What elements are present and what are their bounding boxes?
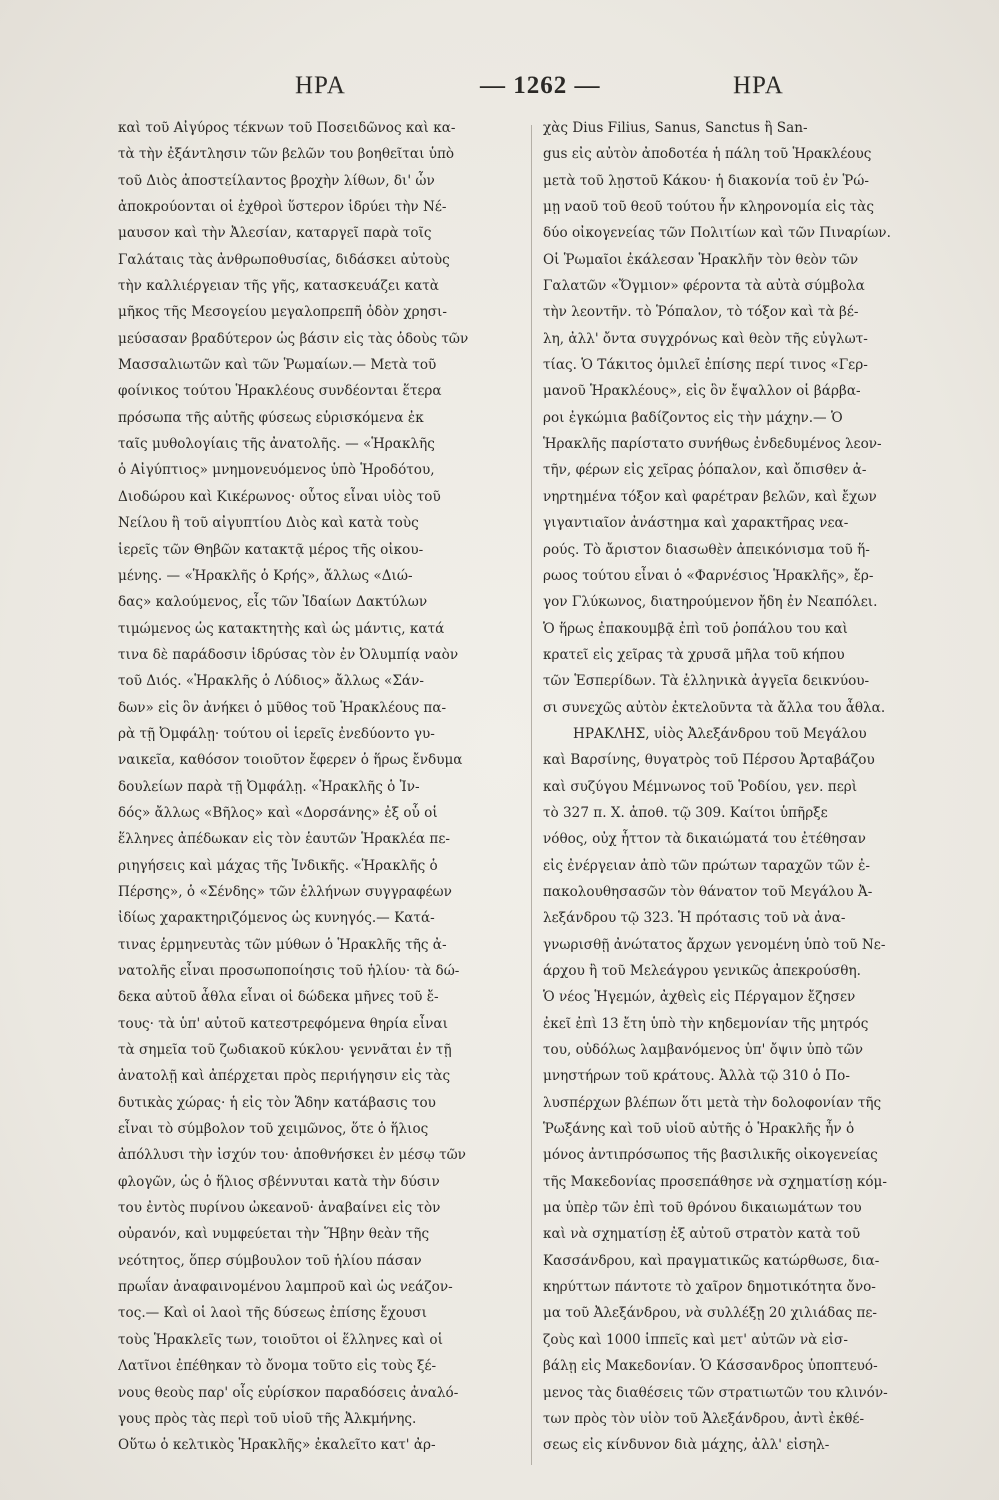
text-line: μνηστήρων τοῦ κράτους. Ἀλλὰ τῷ 310 ὁ Πο- <box>543 1068 850 1085</box>
text-line: Ἡρακλῆς παρίστατο συνήθως ἐνδεδυμένος λεον- <box>543 436 882 453</box>
text-line: τοὺς Ἡρακλεῖς των, τοιοῦτοι οἱ ἕλληνες καὶ οἱ <box>118 1331 443 1348</box>
text-line: καὶ νὰ σχηματίσῃ ἐξ αὐτοῦ στρατὸν κατὰ τοῦ <box>543 1226 861 1243</box>
text-line: φλογῶν, ὡς ὁ ἥλιος σβέννυται κατὰ τὴν δύσιν <box>118 1173 440 1190</box>
text-line: πρόσωπα τῆς αὐτῆς φύσεως εὑρισκόμενα ἐκ <box>118 409 424 426</box>
text-line: ὁ Αἰγύπτιος» μνημονευόμενος ὑπὸ Ἡροδότου, <box>118 462 435 479</box>
text-line: Νείλου ἢ τοῦ αἰγυπτίου Διὸς καὶ κατὰ τοὺς <box>118 515 419 532</box>
text-line: τος.— Καὶ οἱ λαοὶ τῆς δύσεως ἐπίσης ἔχουσι <box>118 1305 427 1322</box>
text-line: σι συνεχῶς αὐτὸν ἐκτελοῦντα τὰ ἄλλα του ἆθλα. <box>543 699 886 716</box>
text-line: λη, ἀλλ' ὄντα συγχρόνως καὶ θεὸν τῆς εὐγλωτ- <box>543 330 868 347</box>
column-divider <box>531 125 532 1465</box>
text-line: ΗΡΑΚΛΗΣ, υἱὸς Ἀλεξάνδρου τοῦ Μεγάλου <box>573 725 867 742</box>
text-line: ἕλληνες ἀπέδωκαν εἰς τὸν ἑαυτῶν Ἡρακλέα πε- <box>118 831 451 848</box>
text-line: γνωρισθῇ ἀνώτατος ἄρχων γενομένη ὑπὸ τοῦ Νε- <box>543 936 886 953</box>
text-line: τινα δὲ παράδοσιν ἱδρύσας τὸν ἐν Ὀλυμπίᾳ ναὸν <box>118 646 459 663</box>
text-line: μετὰ τοῦ λῃστοῦ Κάκου· ἡ διακονία τοῦ ἐν Ῥώ- <box>543 172 869 189</box>
text-line: τὴν καλλιέργειαν τῆς γῆς, κατασκευάζει κατὰ <box>118 278 439 295</box>
text-line: του, οὐδόλως λαμβανόμενος ὑπ' ὄψιν ὑπὸ τῶν <box>543 1042 864 1059</box>
text-line: τινας ἑρμηνευτὰς τῶν μύθων ὁ Ἡρακλῆς τῆς ἀ- <box>118 936 447 953</box>
text-line: ἀνατολῇ καὶ ἀπέρχεται πρὸς περιήγησιν εἰς τὰς <box>118 1068 451 1085</box>
text-line: Οὕτω ὁ κελτικὸς Ἡρακλῆς» ἐκαλεῖτο κατ' ἀρ- <box>118 1437 436 1454</box>
text-line: των πρὸς τὸν υἱὸν τοῦ Ἀλεξάνδρου, ἀντὶ ἐκθέ- <box>543 1410 865 1427</box>
text-line: καὶ συζύγου Μέμνωνος τοῦ Ῥοδίου, γεν. περὶ <box>543 778 858 795</box>
text-line: οὐρανόν, καὶ νυμφεύεται τὴν Ἥβην θεὰν τῆς <box>118 1226 430 1243</box>
text-line: δυτικὰς χώρας· ἡ εἰς τὸν Ἅδην κατάβασις του <box>118 1094 436 1111</box>
right-text-column <box>543 115 933 1459</box>
text-line: πρωΐαν ἀναφαινομένου λαμπροῦ καὶ ὡς νεάζον- <box>118 1279 453 1296</box>
text-line: γον Γλύκωνος, διατηρούμενον ἤδη ἐν Νεαπόλει. <box>543 594 878 611</box>
text-line: Μασσαλιωτῶν καὶ τῶν Ῥωμαίων.— Μετὰ τοῦ <box>118 357 437 374</box>
header-right: ΗΡΑ <box>733 72 784 99</box>
text-line: ἀποκρούονται οἱ ἐχθροὶ ὕστερον ἱδρύει τὴν Νέ- <box>118 199 447 216</box>
text-line: ρὰ τῇ Ὀμφάλῃ· τούτου οἱ ἱερεῖς ἐνεδύοντο γυ- <box>118 725 435 742</box>
text-line: γιγαντιαῖον ἀνάστημα καὶ χαρακτῆρας νεα- <box>543 515 849 532</box>
text-line: τῶν Ἑσπερίδων. Τὰ ἑλληνικὰ ἀγγεῖα δεικνύου- <box>543 673 870 690</box>
text-line: τιμώμενος ὡς κατακτητὴς καὶ ὡς μάντις, κατά <box>118 620 445 637</box>
text-line: Γαλάταις τὰς ἀνθρωποθυσίας, διδάσκει αὐτοὺς <box>118 251 450 268</box>
text-line: μανοῦ Ἡρακλέους», εἰς ὃν ἔψαλλον οἱ βάρβα- <box>543 383 861 400</box>
text-line: ρωος τούτου εἶναι ὁ «Φαρνέσιος Ἡρακλῆς», ἔρ- <box>543 567 874 584</box>
text-line: μένης. — «Ἡρακλῆς ὁ Κρής», ἄλλως «Διώ- <box>118 567 413 584</box>
text-line: λυσπέρχων βλέπων ὅτι μετὰ τὴν δολοφονίαν τῆς <box>543 1094 882 1111</box>
text-line: Ῥωξάνης καὶ τοῦ υἱοῦ αὐτῆς ὁ Ἡρακλῆς ἦν ὁ <box>543 1121 855 1138</box>
text-line: κρατεῖ εἰς χεῖρας τὰ χρυσᾶ μῆλα τοῦ κήπου <box>543 646 845 663</box>
text-line: δας» καλούμενος, εἷς τῶν Ἰδαίων Δακτύλων <box>118 594 428 611</box>
text-line: σεως εἰς κίνδυνον διὰ μάχης, ἀλλ' εἰσηλ- <box>543 1437 830 1454</box>
text-line: Πέρσης», ὁ «Σένδης» τῶν ἑλλήνων συγγραφέων <box>118 883 452 900</box>
text-line: Γαλατῶν «Ὄγμιον» φέροντα τὰ αὐτὰ σύμβολα <box>543 278 865 295</box>
text-line: μῆκος τῆς Μεσογείου μεγαλοπρεπῆ ὁδὸν χρησι- <box>118 304 447 321</box>
header-left: ΗΡΑ <box>295 72 346 99</box>
text-line: τοῦ Διός. «Ἡρακλῆς ὁ Λύδιος» ἄλλως «Σάν- <box>118 673 424 690</box>
text-line: νόθος, οὐχ ἧττον τὰ δικαιώματά του ἐτέθησαν <box>543 831 866 848</box>
page-number: — 1262 — <box>480 72 601 99</box>
text-line: τὰ τὴν ἐξάντλησιν τῶν βελῶν του βοηθεῖται ὑπὸ <box>118 146 455 163</box>
text-line: Διοδώρου καὶ Κικέρωνος· οὗτος εἶναι υἱὸς τοῦ <box>118 488 441 505</box>
text-line: ριηγήσεις καὶ μάχας τῆς Ἰνδικῆς. «Ἡρακλῆς ὁ <box>118 857 438 874</box>
text-line: νεότητος, ὅπερ σύμβουλον τοῦ ἡλίου πάσαν <box>118 1252 422 1269</box>
text-line: Ὁ νέος Ἡγεμών, ἀχθεὶς εἰς Πέργαμον ἔζησεν <box>543 989 856 1006</box>
running-header <box>120 72 920 112</box>
text-line: τίας. Ὁ Τάκιτος ὁμιλεῖ ἐπίσης περί τινος «Γερ- <box>543 357 868 374</box>
text-line: νους θεοὺς παρ' οἷς εὑρίσκον παραδόσεις ἀναλό- <box>118 1384 459 1401</box>
text-line: φοίνικος τούτου Ἡρακλέους συνδέονται ἕτερα <box>118 383 442 400</box>
text-line: μενος τὰς διαθέσεις τῶν στρατιωτῶν του κλινόν- <box>543 1384 888 1401</box>
text-line: Λατῖνοι ἐπέθηκαν τὸ ὄνομα τοῦτο εἰς τοὺς ξέ- <box>118 1358 437 1375</box>
text-line: εἰς ἐνέργειαν ἀπὸ τῶν πρώτων ταραχῶν τῶν ἐ- <box>543 857 871 874</box>
text-line: δουλείων παρὰ τῇ Ὀμφάλῃ. «Ἡρακλῆς ὁ Ἰν- <box>118 778 420 795</box>
text-line: ροι ἐγκώμια βαδίζοντος εἰς τὴν μάχην.— Ὁ <box>543 409 843 426</box>
text-line: του ἐντὸς πυρίνου ὠκεανοῦ· ἀναβαίνει εἰς τὸν <box>118 1200 441 1217</box>
text-line: Κασσάνδρου, καὶ πραγματικῶς κατώρθωσε, δια- <box>543 1252 880 1269</box>
text-line: πακολουθησασῶν τὸν θάνατον τοῦ Μεγάλου Ἀ- <box>543 883 873 900</box>
text-line: τους· τὰ ὑπ' αὐτοῦ κατεστρεφόμενα θηρία εἶναι <box>118 1015 448 1032</box>
text-line: τὰ σημεῖα τοῦ ζωδιακοῦ κύκλου· γεννᾶται ἐν τῇ <box>118 1042 452 1059</box>
text-line: τὸ 327 π. Χ. ἀποθ. τῷ 309. Καίτοι ὑπῆρξε <box>543 804 828 821</box>
text-line: καὶ Βαρσίνης, θυγατρὸς τοῦ Πέρσου Ἀρταβάζου <box>543 752 875 769</box>
text-line: μαυσον καὶ τὴν Ἀλεσίαν, καταργεῖ παρὰ τοῖς <box>118 225 432 242</box>
text-line: Ὁ ἥρως ἐπακουμβᾷ ἐπὶ τοῦ ῥοπάλου του καὶ <box>543 620 848 637</box>
text-line: μόνος ἀντιπρόσωπος τῆς βασιλικῆς οἰκογενείας <box>543 1147 878 1164</box>
text-line: κηρύττων πάντοτε τὸ χαῖρον δημοτικότητα ὄνο- <box>543 1279 876 1296</box>
text-line: ἰδίως χαρακτηριζόμενος ὡς κυνηγός.— Κατά- <box>118 910 435 927</box>
text-line: εἶναι τὸ σύμβολον τοῦ χειμῶνος, ὅτε ὁ ἥλιος <box>118 1121 429 1138</box>
text-line: νηρτημένα τόξον καὶ φαρέτραν βελῶν, καὶ ἔχων <box>543 488 877 505</box>
text-line: τὴν λεοντῆν. τὸ Ῥόπαλον, τὸ τόξον καὶ τὰ βέ- <box>543 304 859 321</box>
text-line: δεκα αὐτοῦ ἆθλα εἶναι οἱ δώδεκα μῆνες τοῦ ἔ- <box>118 989 439 1006</box>
text-line: ζοὺς καὶ 1000 ἱππεῖς καὶ μετ' αὐτῶν νὰ εἰσ- <box>543 1331 848 1348</box>
text-line: δων» εἰς ὃν ἀνήκει ὁ μῦθος τοῦ Ἡρακλέους πα- <box>118 699 447 716</box>
text-line: τῆν, φέρων εἰς χεῖρας ῥόπαλον, καὶ ὄπισθεν ἀ- <box>543 462 867 479</box>
text-line: βάλῃ εἰς Μακεδονίαν. Ὁ Κάσσανδρος ὑποπτευό- <box>543 1358 878 1375</box>
text-line: τῆς Μακεδονίας προσεπάθησε νὰ σχηματίσῃ κόμ- <box>543 1173 887 1190</box>
text-line: μεύσασαν βραδύτερον ὡς βάσιν εἰς τὰς ὁδοὺς τῶν <box>118 330 469 347</box>
left-text-column <box>118 115 518 1459</box>
text-line: γους πρὸς τὰς περὶ τοῦ υἱοῦ τῆς Ἀλκμήνης. <box>118 1410 417 1427</box>
text-line: λεξάνδρου τῷ 323. Ἡ πρότασις τοῦ νὰ ἀνα- <box>543 910 846 927</box>
text-line: ταῖς μυθολογίαις τῆς ἀνατολῆς. — «Ἡρακλῆς <box>118 436 435 453</box>
text-line: ἐκεῖ ἐπὶ 13 ἔτη ὑπὸ τὴν κηδεμονίαν τῆς μητρός <box>543 1015 869 1032</box>
text-line: ἀπόλλυσι τὴν ἰσχύν του· ἀποθνήσκει ἐν μέσῳ τῶν <box>118 1147 466 1164</box>
text-line: νατολῆς εἶναι προσωποποίησις τοῦ ἡλίου· τὰ δώ- <box>118 963 460 979</box>
text-line: μα τοῦ Ἀλεξάνδρου, νὰ συλλέξῃ 20 χιλιάδας πε- <box>543 1305 878 1322</box>
text-line: ἱερεῖς τῶν Θηβῶν κατακτᾷ μέρος τῆς οἰκου- <box>118 541 424 558</box>
text-line: χὰς Dius Filius, Sanus, Sanctus ἢ San- <box>543 120 808 136</box>
text-line: ρούς. Τὸ ἄριστον διασωθὲν ἀπεικόνισμα τοῦ ἥ- <box>543 541 870 558</box>
text-line: καὶ τοῦ Αἰγύρος τέκνων τοῦ Ποσειδῶνος καὶ κα- <box>118 120 456 136</box>
text-line: μα ὑπὲρ τῶν ἐπὶ τοῦ θρόνου δικαιωμάτων του <box>543 1200 862 1217</box>
text-line: Οἱ Ῥωμαῖοι ἐκάλεσαν Ἡρακλῆν τὸν θεὸν τῶν <box>543 251 859 268</box>
text-line: δύο οἰκογενείας τῶν Πολιτίων καὶ τῶν Πιναρίων. <box>543 225 891 242</box>
text-line: gus εἰς αὐτὸν ἀποδοτέα ἡ πάλη τοῦ Ἡρακλέους <box>543 146 872 163</box>
text-line: μῃ ναοῦ τοῦ θεοῦ τούτου ἦν κληρονομία εἰς τὰς <box>543 199 874 216</box>
text-line: ναικεῖα, καθόσον τοιοῦτον ἔφερεν ὁ ἥρως ἔνδυμα <box>118 752 463 769</box>
text-line: δός» ἄλλως «Βῆλος» καὶ «Δορσάνης» ἐξ οὗ οἱ <box>118 804 438 821</box>
text-line: άρχου ἢ τοῦ Μελεάγρου γενικῶς ἀπεκρούσθη. <box>543 963 861 979</box>
text-line: τοῦ Διὸς ἀποστείλαντος βροχὴν λίθων, δι' ὧν <box>118 172 435 189</box>
